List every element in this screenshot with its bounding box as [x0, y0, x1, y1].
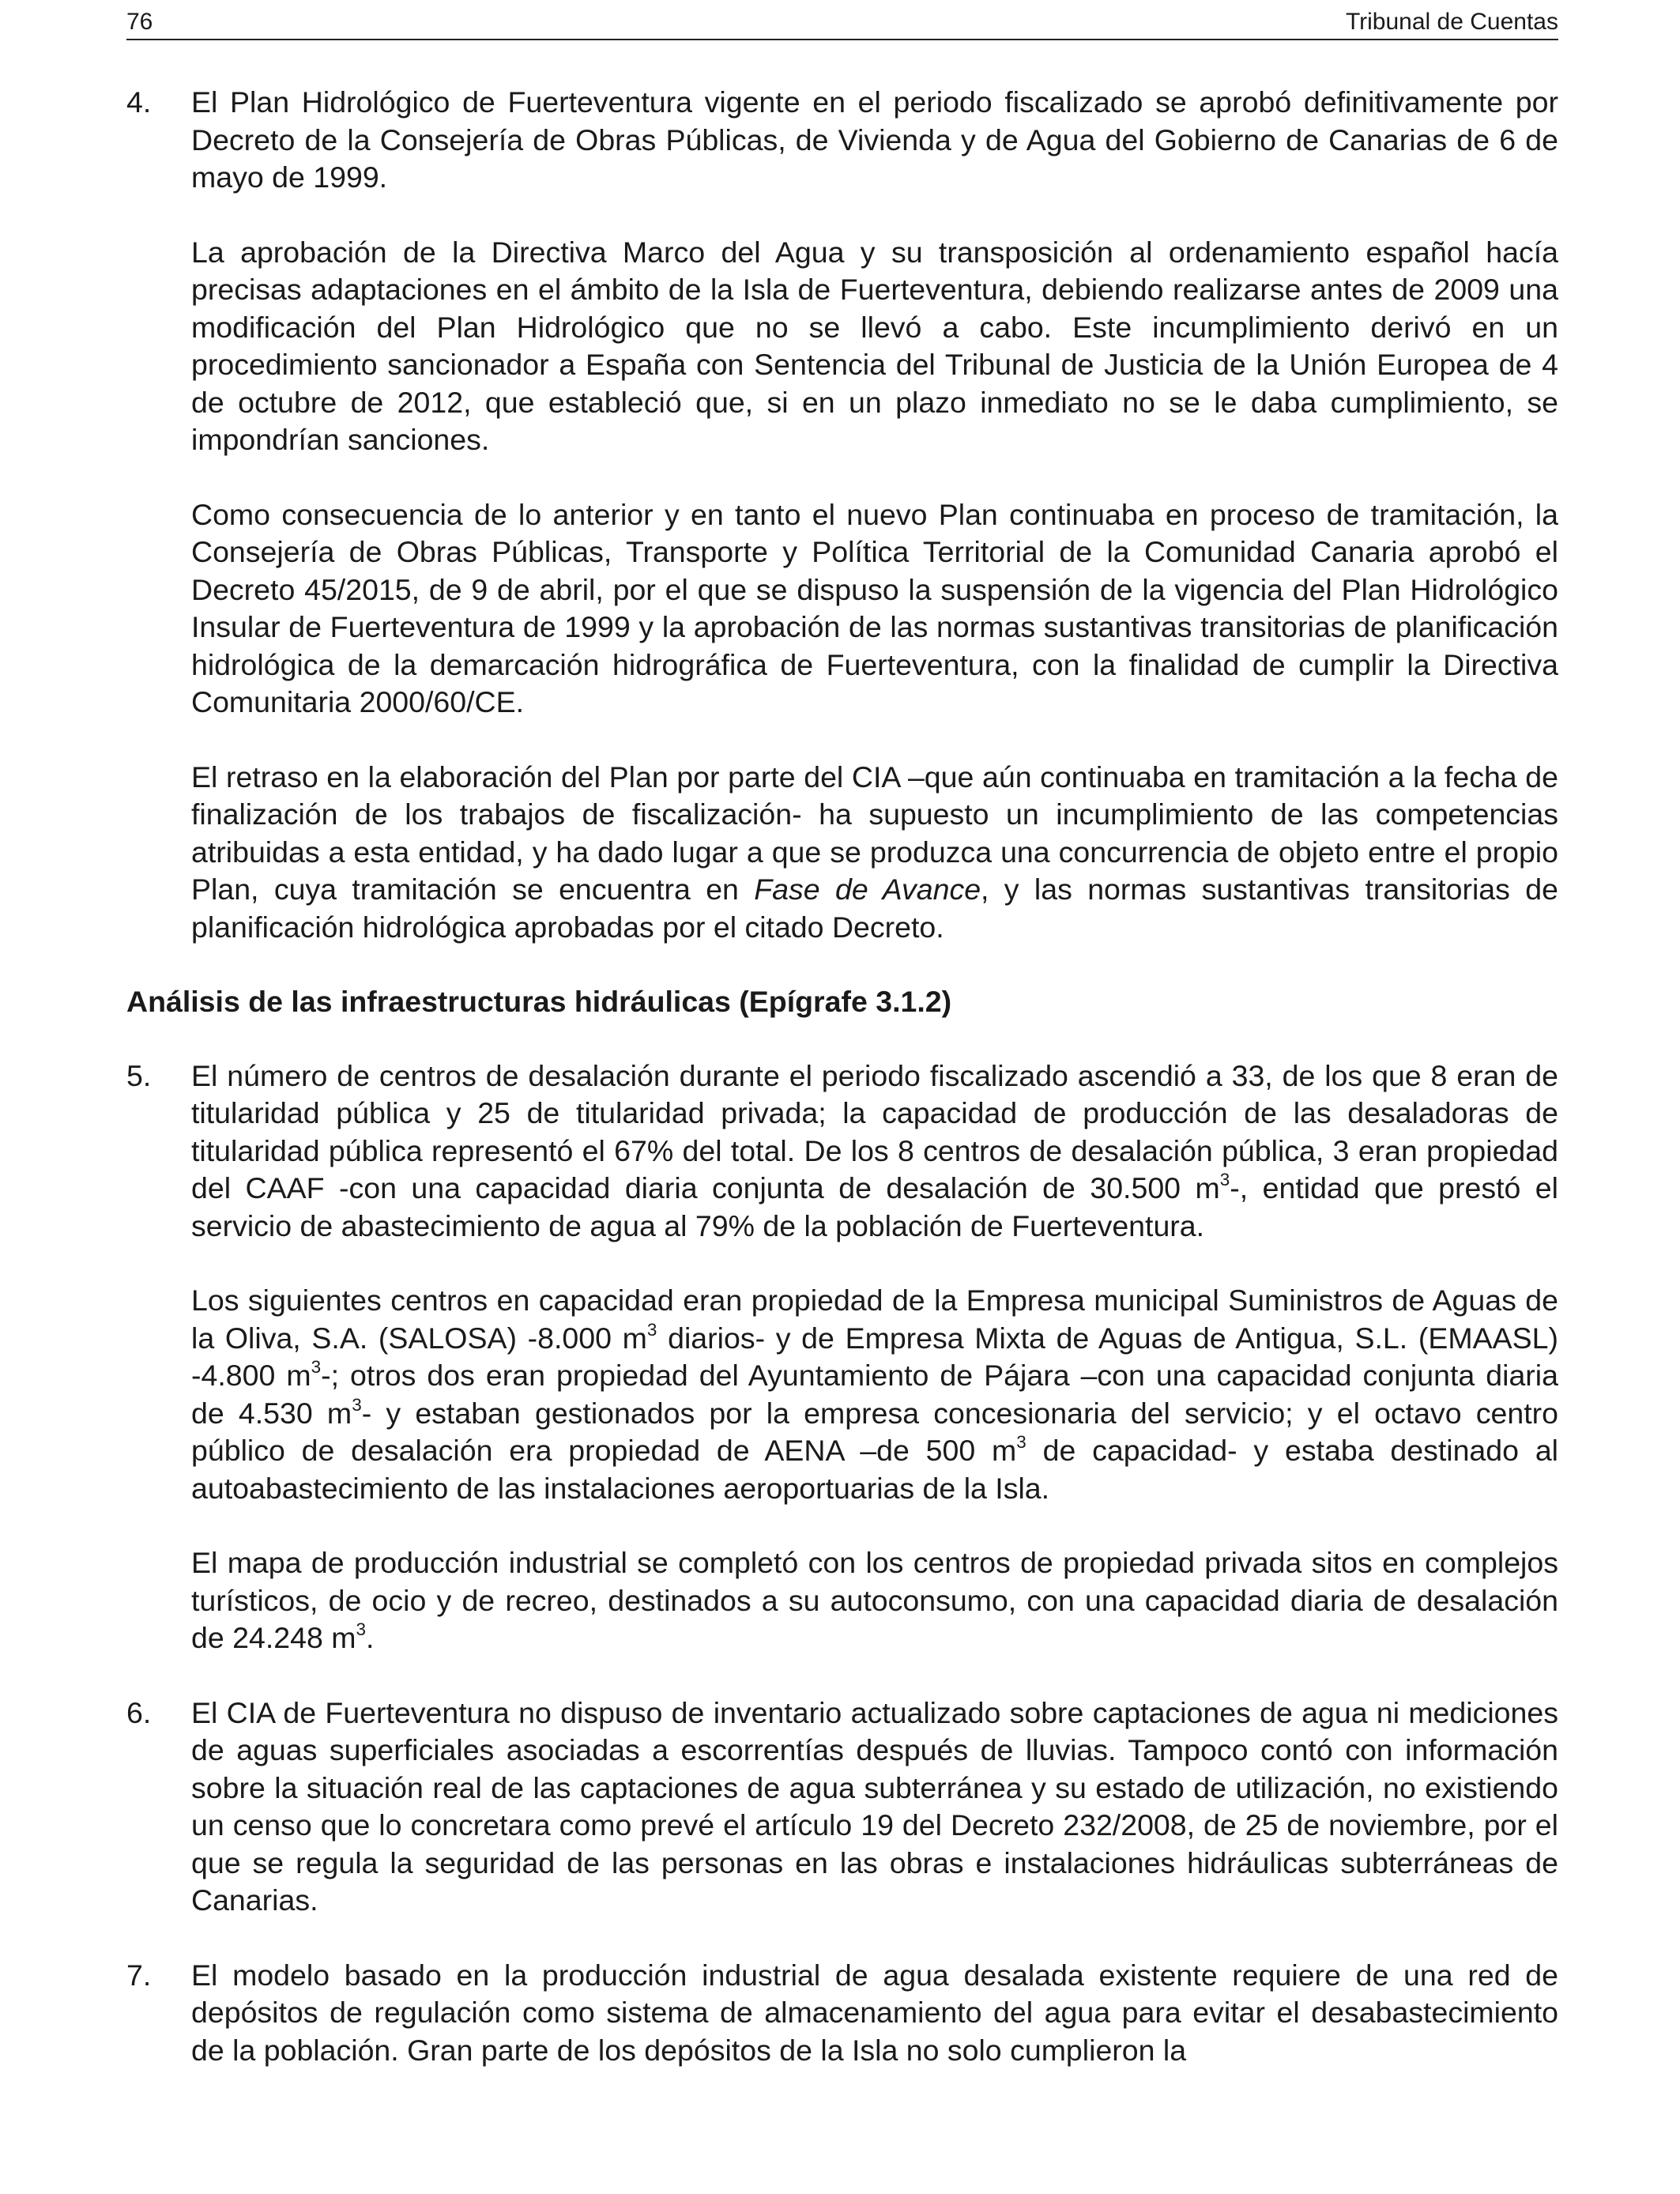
- text-run: , y las normas sustantivas transitorias de planificación hidrológica aprobadas por el citado Decreto.: [191, 873, 1558, 944]
- paragraph: [191, 1057, 1558, 1246]
- text-run: El número de centros de desalación durante el periodo fiscalizado ascendió a 33, de los que 8 eran de titularidad pública y 25 de titularidad privada; la capacidad de producción de las desaladoras de titularidad pública representó el 67% del total. De los 8 centros de desalación pública, 3 eran propiedad del CAAF -con una capacidad diaria conjunta de desalación de 30.500 m: [191, 1058, 1558, 1204]
- superscript: 3: [352, 1394, 362, 1415]
- item-number: 4.: [126, 85, 152, 119]
- italic-text: Fase de Avance: [754, 873, 981, 906]
- page-header: [126, 6, 1558, 38]
- superscript: 3: [646, 1319, 657, 1340]
- paragraph: [191, 1544, 1558, 1657]
- item-number: 6.: [126, 1695, 152, 1729]
- paragraph: Como consecuencia de lo anterior y en tanto el nuevo Plan continuaba en proceso de tramitación, la Consejería de Obras Públicas, Transporte y Política Territorial de la Comunidad Canaria aprobó el Decreto 45/2015, de 9 de abril, por el que se dispuso la suspensión de la vigencia del Plan Hidrológico Insular de Fuerteventura de 1999 y la aprobación de las normas sustantivas transitorias de planificación hidrológica de la demarcación hidrográfica de Fuerteventura, con la finalidad de cumplir la Directiva Comunitaria 2000/60/CE.: [191, 497, 1558, 718]
- text-run: El mapa de producción industrial se completó con los centros de propiedad privada sitos en complejos turísticos, de ocio y de recreo, destinados a su autoconsumo, con una capacidad diaria de desalación de 24.248 m: [191, 1546, 1558, 1654]
- text-run: -, entidad que prestó el servicio de abastecimiento de agua al 79% de la población de Fuerteventura.: [191, 1171, 1558, 1242]
- superscript: 3: [356, 1619, 366, 1640]
- numbered-item-7: [126, 1957, 1558, 2070]
- paragraph: El CIA de Fuerteventura no dispuso de inventario actualizado sobre captaciones de agua ni mediciones de aguas superficiales asociadas a escorrentías después de lluvias. Tampoco contó con información sobre la situación real de las captaciones de agua subterránea y su estado de utilización, no existiendo un censo que lo concretara como prevé el artículo 19 del Decreto 232/2008, de 25 de noviembre, por el que se regula la seguridad de las personas en las obras e instalaciones hidráulicas subterráneas de Canarias.: [191, 1695, 1558, 1917]
- paragraph: El Plan Hidrológico de Fuerteventura vigente en el periodo fiscalizado se aprobó definitivamente por Decreto de la Consejería de Obras Públicas, de Vivienda y de Agua del Gobierno de Canarias de 6 de mayo de 1999.: [191, 85, 1558, 194]
- paragraph: El modelo basado en la producción industrial de agua desalada existente requiere de una red de depósitos de regulación como sistema de almacenamiento del agua para evitar el desabastecimiento de la población. Gran parte de los depósitos de la Isla no solo cumplieron la: [191, 1958, 1558, 2067]
- paragraph: [191, 759, 1558, 947]
- superscript: 3: [1219, 1170, 1230, 1190]
- section-heading: Análisis de las infraestructuras hidráulicas (Epígrafe 3.1.2): [126, 985, 952, 1018]
- header-title: Tribunal de Cuentas: [1345, 9, 1558, 35]
- item-number: 5.: [126, 1058, 152, 1092]
- text-run: Los siguientes centros en capacidad eran propiedad de la Empresa municipal Suministros de Aguas de la Oliva, S.A. (SALOSA) -8.000 m: [191, 1284, 1558, 1355]
- text-run: -; otros dos eran propiedad del Ayuntamiento de Pájara –con una capacidad conjunta diaria de 4.530 m: [191, 1359, 1558, 1430]
- item-number: 7.: [126, 1958, 152, 1992]
- text-run: de capacidad- y estaba destinado al autoabastecimiento de las instalaciones aeroportuarias de la Isla.: [191, 1434, 1559, 1505]
- header-rule: [126, 39, 1558, 40]
- page-number: 76: [126, 9, 153, 35]
- superscript: 3: [311, 1357, 322, 1378]
- numbered-item-5: [126, 1057, 1558, 1657]
- text-run: El retraso en la elaboración del Plan por parte del CIA –que aún continuaba en tramitación a la fecha de finalización de los trabajos de fiscalización- ha supuesto un incumplimiento de las competencias atribuidas a esta entidad, y ha dado lugar a que se produzca una concurrencia de objeto entre el propio Plan, cuya tramitación se encuentra en: [191, 760, 1558, 906]
- numbered-item-4: [126, 84, 1558, 946]
- superscript: 3: [1016, 1432, 1026, 1453]
- numbered-item-6: [126, 1695, 1558, 1920]
- text-run: - y estaban gestionados por la empresa concesionaria del servicio; y el octavo centro público de desalación era propiedad de AENA –de 500 m: [191, 1396, 1559, 1467]
- paragraph: [191, 1282, 1558, 1507]
- paragraph: La aprobación de la Directiva Marco del Agua y su transposición al ordenamiento español hacía precisas adaptaciones en el ámbito de la Isla de Fuerteventura, debiendo realizarse antes de 2009 una modificación del Plan Hidrológico que no se llevó a cabo. Este incumplimiento derivó en un procedimiento sancionador a España con Sentencia del Tribunal de Justicia de la Unión Europea de 4 de octubre de 2012, que estableció que, si en un plazo inmediato no se le daba cumplimiento, se impondrían sanciones.: [191, 235, 1558, 456]
- text-run: .: [366, 1621, 375, 1654]
- text-run: diarios- y de Empresa Mixta de Aguas de Antigua, S.L. (EMAASL) -4.800 m: [191, 1321, 1558, 1392]
- body-text: [126, 84, 1558, 2069]
